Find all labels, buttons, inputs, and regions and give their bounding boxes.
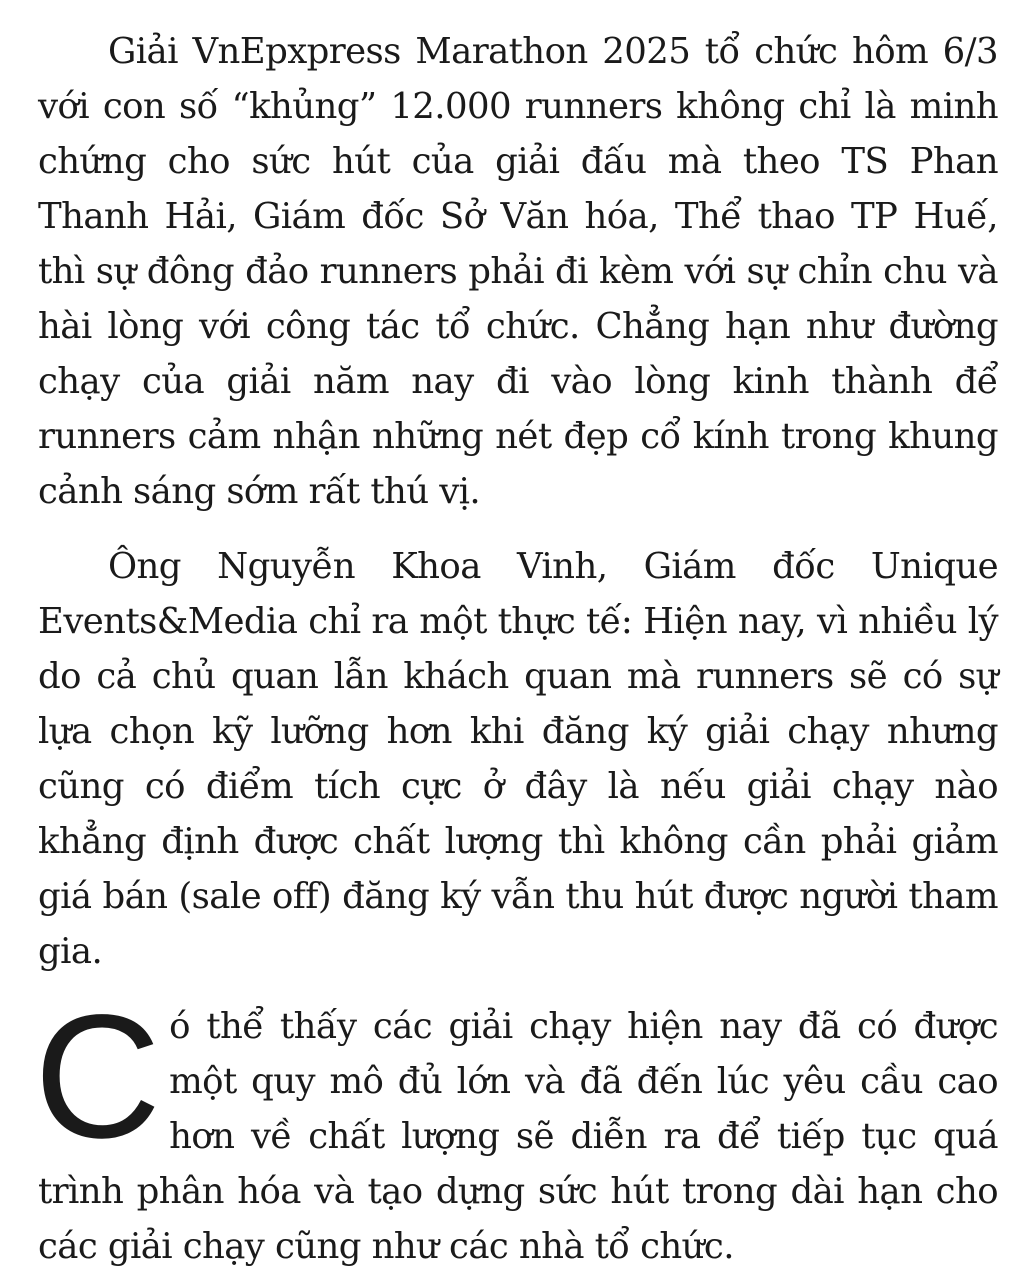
closing-paragraph-text: ó thể thấy các giải chạy hiện nay đã có được một quy mô đủ lớn và đã đến lúc yêu cầu cao hơn về chất lượng sẽ diễn ra để tiếp tục quá trình phân hóa và tạo dựng sức hút trong dài hạn cho các giải chạy cũng như các nhà tổ chức.	[38, 1006, 998, 1267]
drop-cap-letter: C	[34, 979, 162, 1175]
paragraph-2: Ông Nguyễn Khoa Vinh, Giám đốc Unique Events&Media chỉ ra một thực tế: Hiện nay, vì nhiều lý do cả chủ quan lẫn khách quan mà runners sẽ có sự lựa chọn kỹ lưỡng hơn khi đăng ký giải chạy nhưng cũng có điểm tích cực ở đây là nếu giải chạy nào khẳng định được chất lượng thì không cần phải giảm giá bán (sale off) đăng ký vẫn thu hút được người tham gia.	[38, 546, 998, 972]
paragraph-1: Giải VnEpxpress Marathon 2025 tổ chức hôm 6/3 với con số “khủng” 12.000 runners không chỉ là minh chứng cho sức hút của giải đấu mà theo TS Phan Thanh Hải, Giám đốc Sở Văn hóa, Thể thao TP Huế, thì sự đông đảo runners phải đi kèm với sự chỉn chu và hài lòng với công tác tổ chức. Chẳng hạn như đường chạy của giải năm nay đi vào lòng kinh thành để runners cảm nhận những nét đẹp cổ kính trong khung cảnh sáng sớm rất thú vị.	[38, 31, 998, 512]
closing-paragraph	[34, 979, 998, 1274]
article-body	[34, 24, 998, 1274]
